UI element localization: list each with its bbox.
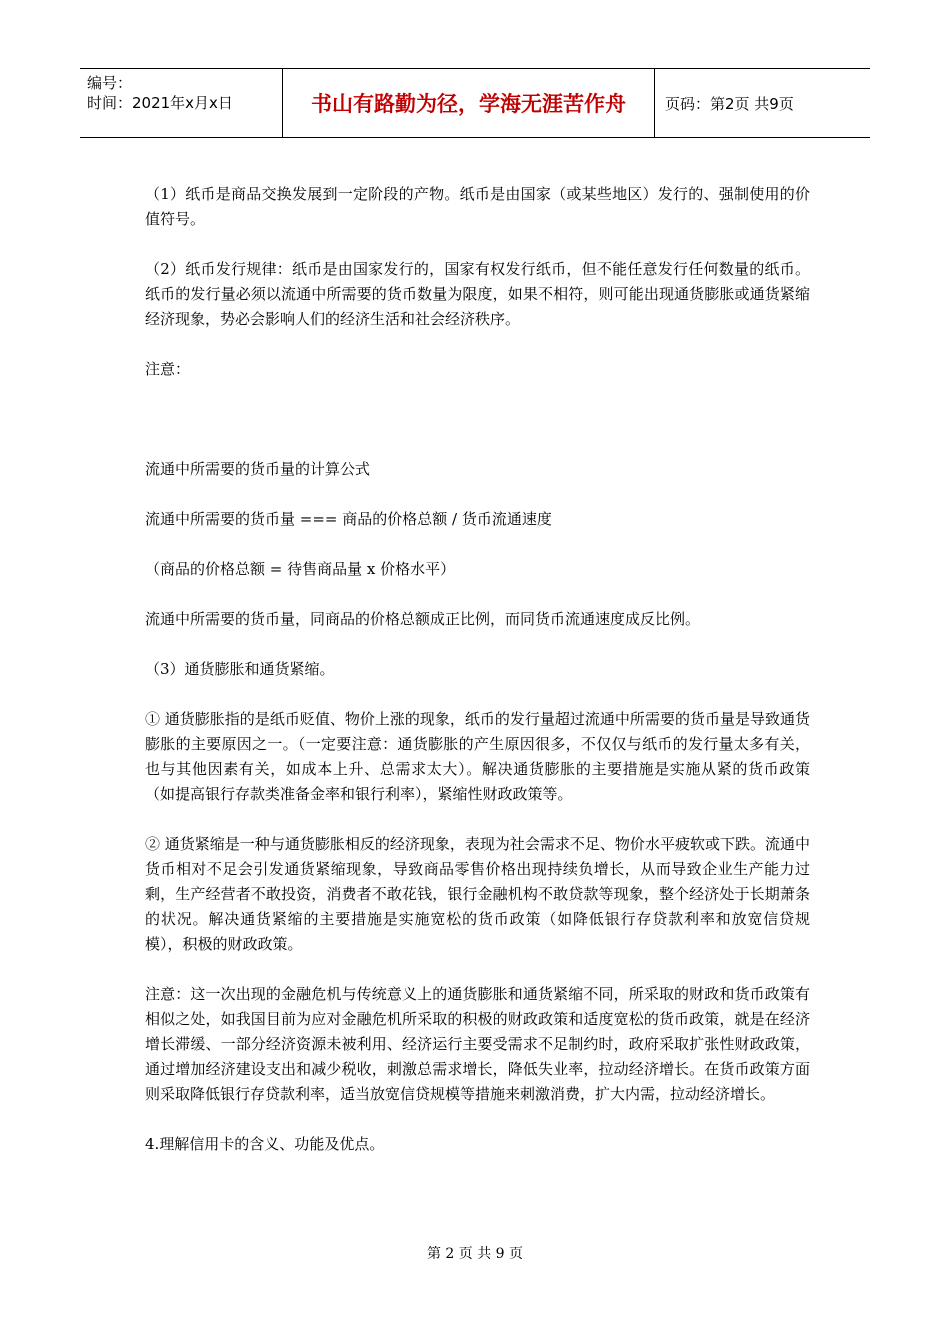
- paragraph-issuing-rule: （2）纸币发行规律：纸币是由国家发行的，国家有权发行纸币，但不能任意发行任何数量的纸币。纸币的发行量必须以流通中所需要的货币数量为限度，如果不相符，则可能出现通货膨胀或通货紧缩经济现象，势必会影响人们的经济生活和社会经济秩序。: [145, 260, 810, 328]
- document-body: [145, 182, 810, 1157]
- page-header: [80, 68, 870, 138]
- formula-main: 流通中所需要的货币量 === 商品的价格总额 / 货币流通速度: [145, 510, 552, 528]
- section-4-title: 4.理解信用卡的含义、功能及优点。: [145, 1135, 385, 1153]
- note-label: 注意：: [145, 360, 191, 378]
- paragraph-deflation: ② 通货紧缩是一种与通货膨胀相反的经济现象，表现为社会需求不足、物价水平疲软或下跌。流通中货币相对不足会引发通货紧缩现象，导致商品零售价格出现持续负增长，从而导致企业生产能力过剩，生产经营者不敢投资，消费者不敢花钱，银行金融机构不敢贷款等现象，整个经济处于长期萧条的状况。解决通货紧缩的主要措施是实施宽松的货币政策（如降低银行存贷款利率和放宽信贷规模），积极的财政政策。: [145, 835, 810, 953]
- page-footer: 第 2 页 共 9 页: [426, 1246, 524, 1262]
- header-page-info: 页码：第2页 共9页: [665, 94, 794, 113]
- formula-title: 流通中所需要的货币量的计算公式: [145, 460, 371, 478]
- paragraph-inflation: ① 通货膨胀指的是纸币贬值、物价上涨的现象，纸币的发行量超过流通中所需要的货币量是导致通货膨胀的主要原因之一。（一定要注意：通货膨胀的产生原因很多，不仅仅与纸币的发行量太多有关，也与其他因素有关，如成本上升、总需求太大）。解决通货膨胀的主要措施是实施从紧的货币政策（如提高银行存款类准备金率和银行利率），紧缩性财政政策等。: [145, 710, 810, 803]
- paragraph-paper-money-definition: （1）纸币是商品交换发展到一定阶段的产物。纸币是由国家（或某些地区）发行的、强制使用的价值符号。: [145, 185, 810, 228]
- document-number-label: 编号：: [87, 74, 133, 92]
- section-3-title: （3）通货膨胀和通货紧缩。: [145, 660, 335, 678]
- proportion-statement: 流通中所需要的货币量，同商品的价格总额成正比例，而同货币流通速度成反比例。: [145, 610, 701, 628]
- header-meta: [80, 69, 283, 137]
- formula-sub: （商品的价格总额 = 待售商品量 x 价格水平）: [145, 560, 456, 578]
- paragraph-crisis-note: 注意：这一次出现的金融危机与传统意义上的通货膨胀和通货紧缩不同，所采取的财政和货币政策有相似之处，如我国目前为应对金融危机所采取的积极的财政政策和适度宽松的货币政策，就是在经济增长滞缓、一部分经济资源未被利用、经济运行主要受需求不足制约时，政府采取扩张性财政政策，通过增加经济建设支出和减少税收，刺激总需求增长，降低失业率，拉动经济增长。在货币政策方面则采取降低银行存贷款利率，适当放宽信贷规模等措施来刺激消费，扩大内需，拉动经济增长。: [145, 985, 810, 1103]
- header-motto: 书山有路勤为径，学海无涯苦作舟: [283, 69, 655, 137]
- document-time-label: 时间：2021年x月x日: [87, 94, 233, 112]
